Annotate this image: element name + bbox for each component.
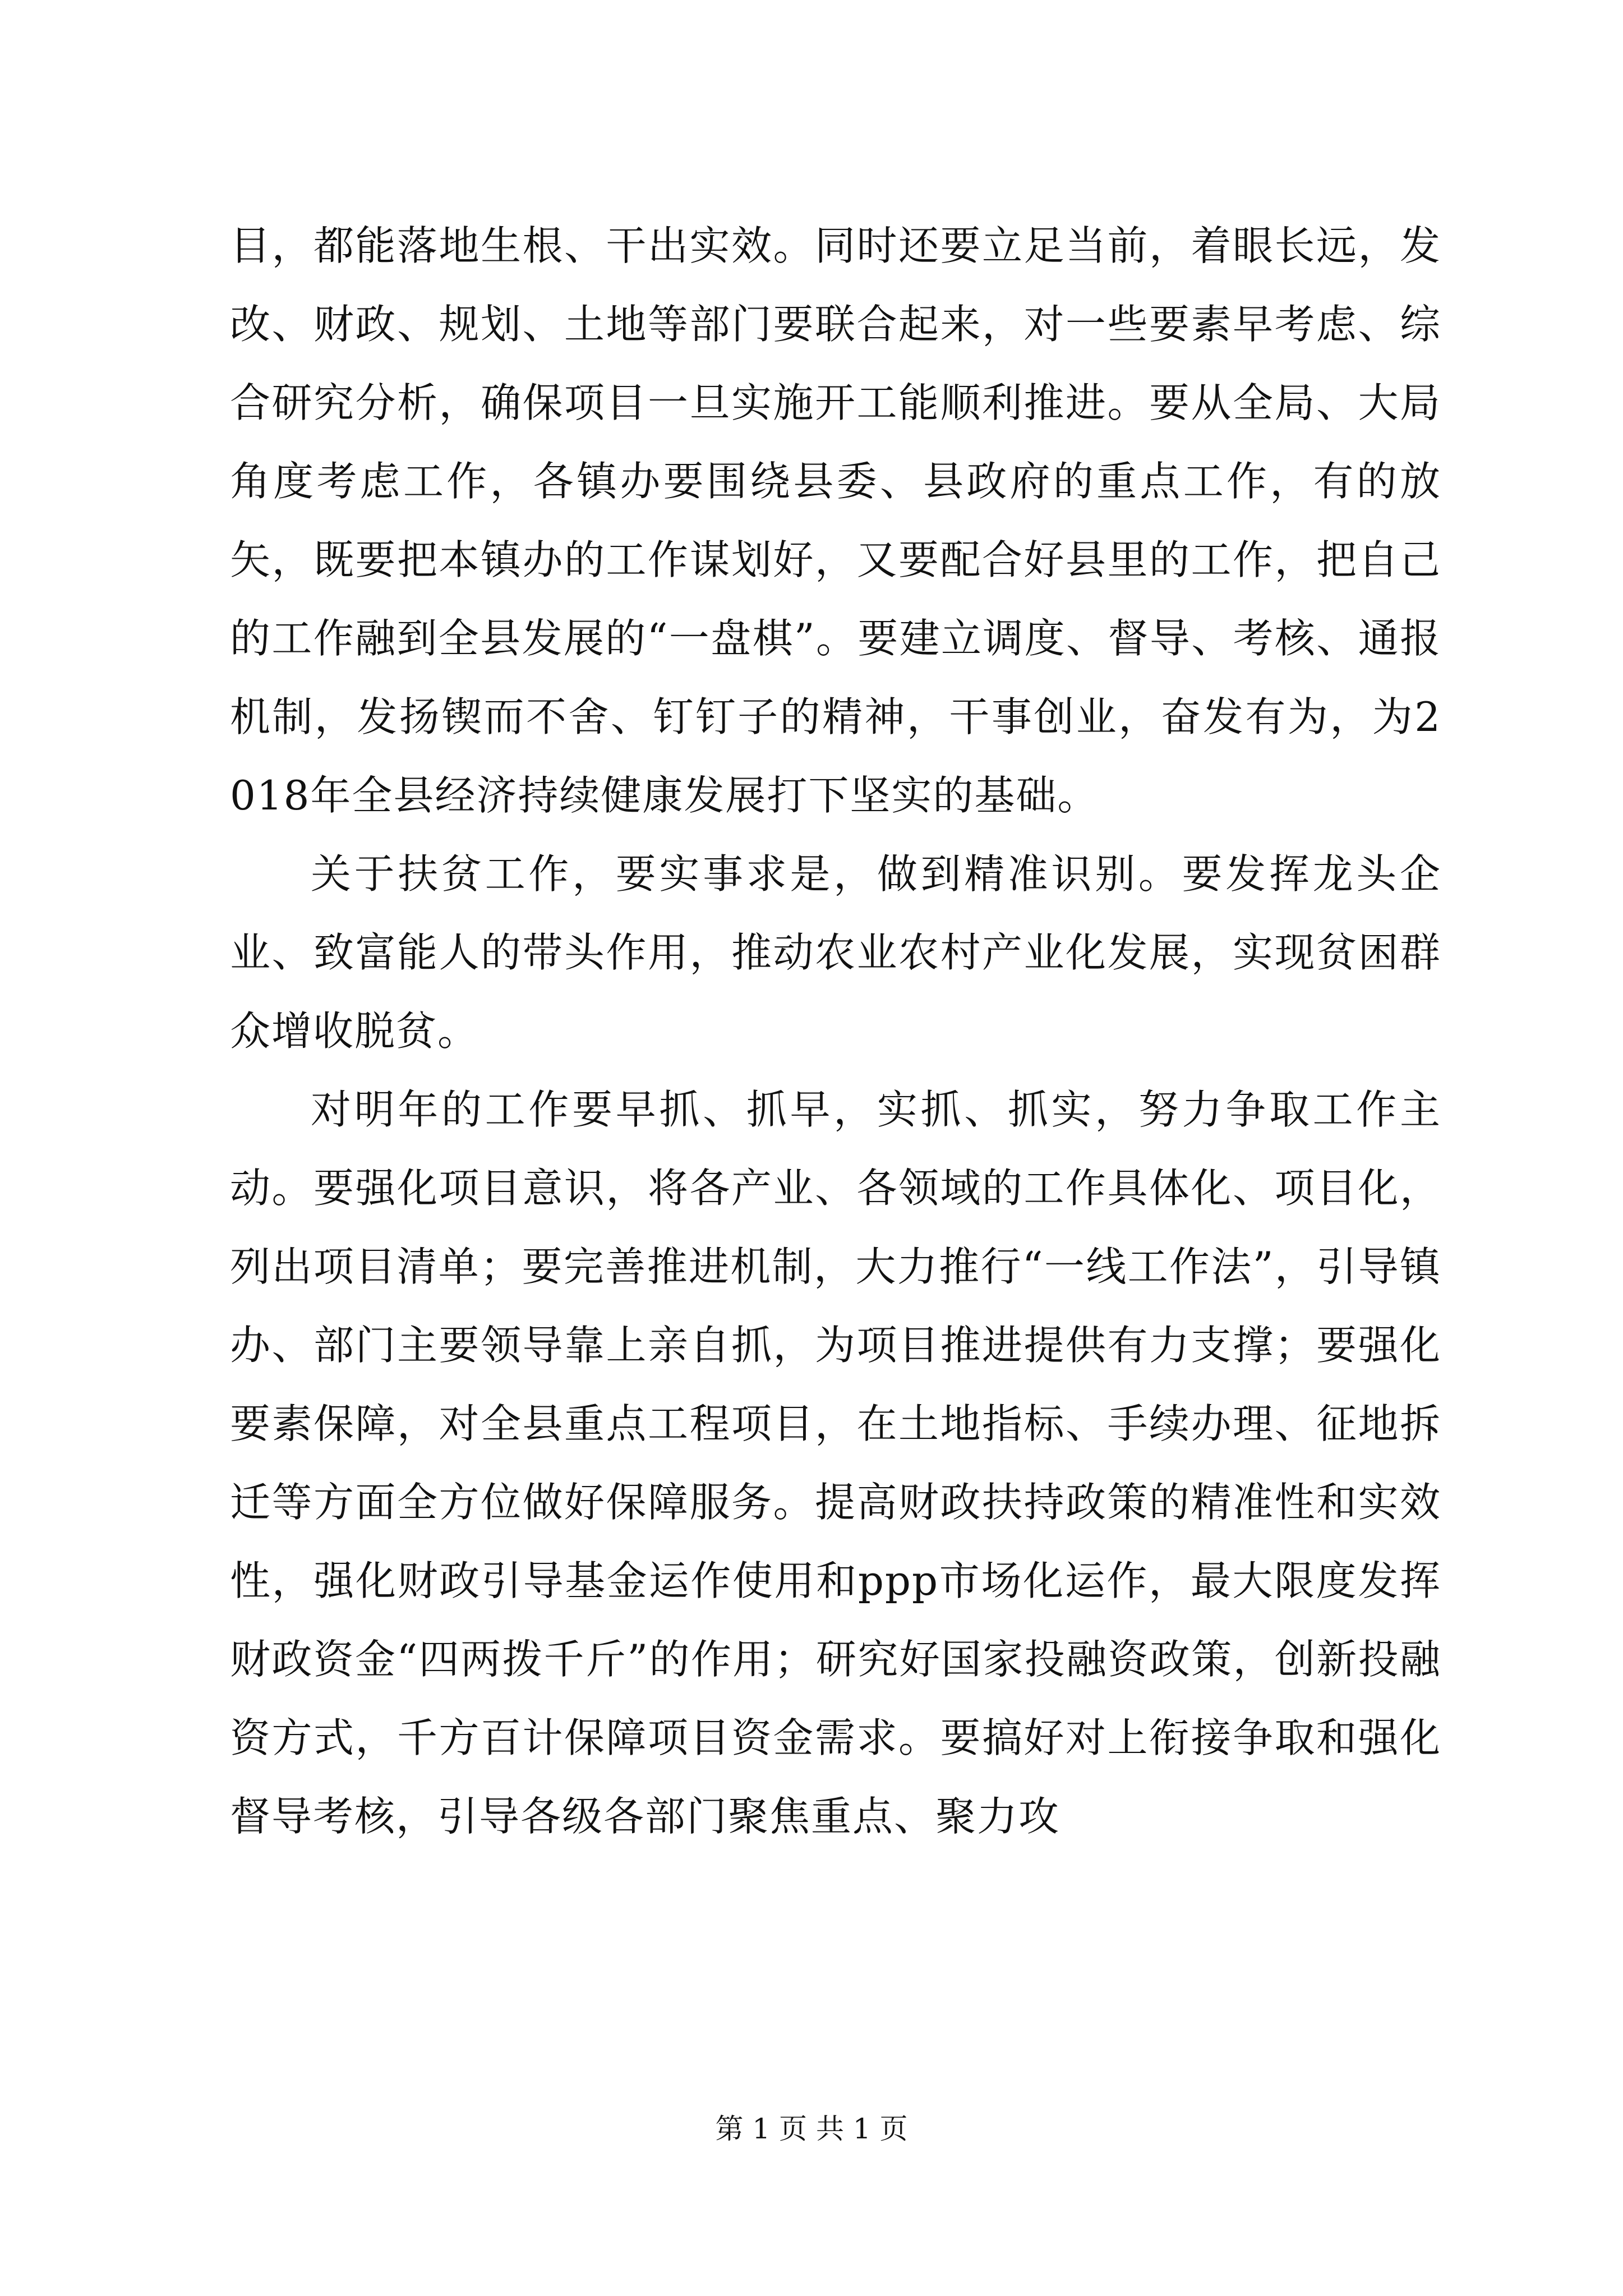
page-footer: 第 1 页 共 1 页 bbox=[715, 2113, 908, 2145]
paragraph-poverty-alleviation: 关于扶贫工作，要实事求是，做到精准识别。要发挥龙头企业、致富能人的带头作用，推动农业农村产业化发展，实现贫困群众增收脱贫。 bbox=[230, 850, 1441, 1055]
paragraph-next-year-work: 对明年的工作要早抓、抓早，实抓、抓实，努力争取工作主动。要强化项目意识，将各产业、各领域的工作具体化、项目化，列出项目清单；要完善推进机制，大力推行“一线工作法”，引导镇办、部门主要领导靠上亲自抓，为项目推进提供有力支撑；要强化要素保障，对全县重点工程项目，在土地指标、手续办理、征地拆迁等方面全方位做好保障服务。提高财政扶持政策的精准性和实效性，强化财政引导基金运作使用和ppp市场化运作，最大限度发挥财政资金“四两拨千斤”的作用；研究好国家投融资政策，创新投融资方式，千方百计保障项目资金需求。要搞好对上衔接争取和强化督导考核，引导各级各部门聚焦重点、聚力攻 bbox=[230, 1086, 1441, 1840]
paragraph-continuation: 目，都能落地生根、干出实效。同时还要立足当前，着眼长远，发改、财政、规划、土地等部门要联合起来，对一些要素早考虑、综合研究分析，确保项目一旦实施开工能顺利推进。要从全局、大局角度考虑工作，各镇办要围绕县委、县政府的重点工作，有的放矢，既要把本镇办的工作谋划好，又要配合好县里的工作，把自己的工作融到全县发展的“一盘棋”。要建立调度、督导、考核、通报机制，发扬锲而不舍、钉钉子的精神，干事创业，奋发有为，为2018年全县经济持续健康发展打下坚实的基础。 bbox=[230, 222, 1441, 819]
document-body bbox=[230, 206, 1441, 1856]
